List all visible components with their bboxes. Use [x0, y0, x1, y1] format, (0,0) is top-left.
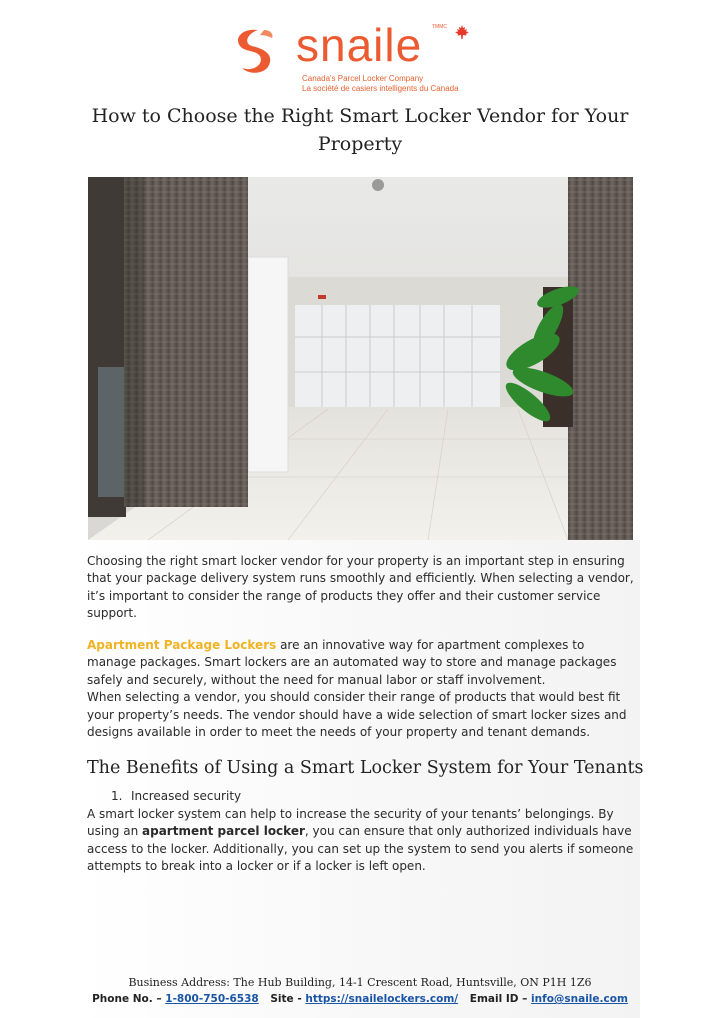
logo-trademark: TMMC [432, 24, 447, 30]
footer-contact [0, 993, 720, 1005]
list-item [111, 788, 241, 805]
phone-link[interactable]: 1-800-750-6538 [165, 993, 259, 1005]
list-item-label: Increased security [131, 789, 242, 803]
maple-leaf-icon [454, 24, 470, 40]
security-text-after: , you can ensure that only authorized individuals have access to the locker. Additionally, you can set up the system to send you alerts if someone attempts to break into a locker or if a locker is left open. [87, 824, 634, 874]
security-paragraph [87, 806, 635, 876]
site-label: Site - [270, 993, 306, 1005]
email-label: Email ID – [469, 993, 532, 1005]
logo-tagline-en: Canada's Parcel Locker Company [302, 74, 424, 83]
snaile-logo [230, 18, 480, 96]
logo-tagline-fr: La société de casiers intelligents du Canada [302, 84, 459, 93]
snail-swirl-icon [230, 26, 278, 78]
apartment-package-lockers-link[interactable]: Apartment Package Lockers [87, 638, 277, 652]
footer-address: Business Address: The Hub Building, 14-1 Crescent Road, Huntsville, ON P1H 1Z6 [128, 976, 592, 989]
logo-wordmark: snaile [296, 19, 423, 71]
phone-label: Phone No. – [92, 993, 166, 1005]
security-text-before: A smart locker system can help to increase the security of your tenants’ belongings. By using an [87, 807, 614, 839]
email-link[interactable]: info@snaile.com [531, 993, 628, 1005]
section1-paragraph [87, 637, 635, 741]
apartment-parcel-locker-bold: apartment parcel locker [142, 824, 305, 839]
section1-second-line: When selecting a vendor, you should consider their range of products that would best fit your property’s needs. The vendor should have a wide selection of smart locker sizes and designs available in order to meet the needs of your property and tenant demands. [87, 690, 627, 740]
document-title: How to Choose the Right Smart Locker Vendor for Your Property [91, 105, 629, 155]
lobby-photo [88, 177, 633, 540]
intro-paragraph: Choosing the right smart locker vendor for your property is an important step in ensuring that your package delivery system runs smoothly and efficiently. When selecting a vendor, it’s important to consider the range of products they offer and their customer service support. [87, 554, 634, 621]
section1-text: are an innovative way for apartment complexes to manage packages. Smart lockers are an automated way to store and manage packages safely and securely, without the need for manual labor or staff involvement. [87, 638, 617, 687]
benefits-heading: The Benefits of Using a Smart Locker System for Your Tenants [87, 758, 644, 778]
site-link[interactable]: https://snailelockers.com/ [305, 993, 459, 1005]
list-item-number: 1. [111, 789, 123, 803]
